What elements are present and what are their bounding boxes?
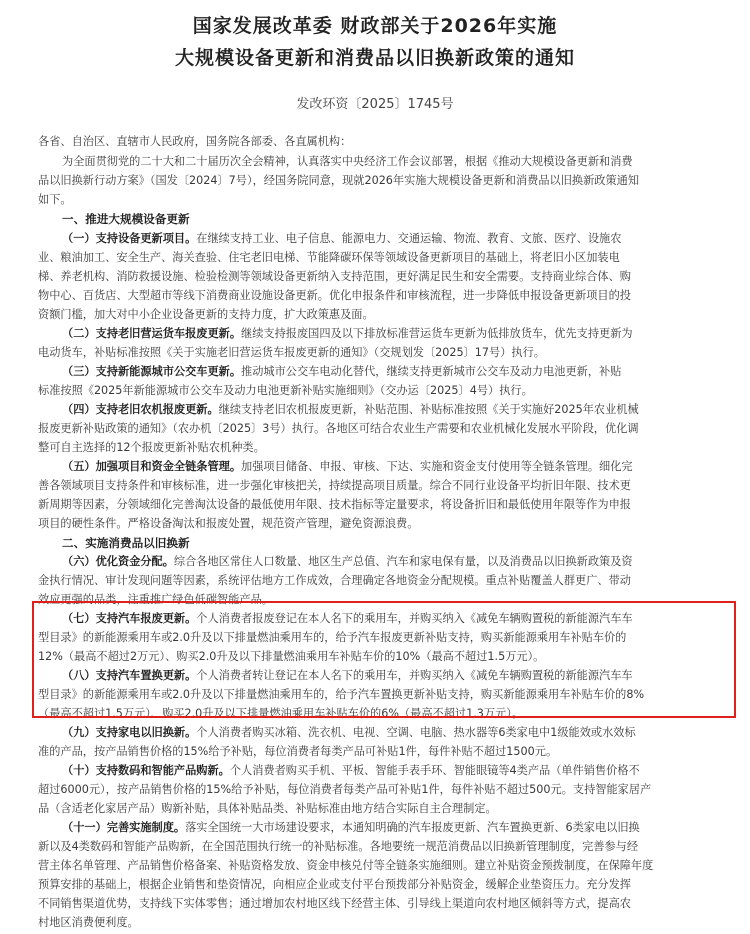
item-1-line: 物中心、百货店、大型超市等线下消费商业设施设备更新。优化申报条件和审核流程，进一步降低申报设备更新项目的投 xyxy=(38,289,631,302)
item-1-line: 资额门槛，加大对中小企业设备更新的支持力度，扩大政策惠及面。 xyxy=(38,308,374,321)
item-11-line: 营主体名单管理、产品销售价格备案、补贴资格发放、资金申核兑付等全链条实施细则。建立补贴资金预拨制度，在保障年度 xyxy=(38,859,654,872)
document-title-line-2: 大规模设备更新和消费品以旧换新政策的通知 xyxy=(174,47,575,69)
intro-line: 如下。 xyxy=(38,193,72,206)
item-5-line: 新周期等因素，分领域细化完善淘汰设备的最低使用年限、技术指标等定量要求，将设备折旧和最低使用年限等作为申报 xyxy=(38,498,631,511)
item-1-heading: （一）支持设备更新项目。 xyxy=(62,232,197,245)
item-5-heading: （五）加强项目和资金全链条管理。 xyxy=(62,460,242,473)
item-9-line: 准的产品，按产品销售价格的15%给予补贴，每位消费者每类产品可补贴1件，每件补贴不超过1500元。 xyxy=(38,745,558,758)
addressee: 各省、自治区、直辖市人民政府，国务院各部委、各直属机构： xyxy=(38,135,352,148)
item-8-line: 型目录》的新能源乘用车或2.0升及以下排量燃油乘用车的，给予汽车置换更新补贴支持，购买新能源乘用车补贴车价的8% xyxy=(38,688,645,701)
item-6-line: 金执行情况、审计发现问题等因素，系统评估地方工作成效，合理确定各地资金分配规模。重点补贴覆盖人群更广、带动 xyxy=(38,574,631,587)
item-8-line: （最高不超过1.5万元）、购买2.0升及以下排量燃油乘用车补贴车价的6%（最高不超过1.3万元）。 xyxy=(38,707,524,720)
item-5-line: （五）加强项目和资金全链条管理。加强项目储备、申报、审核、下达、实施和资金支付使用等全链条管理。细化完 xyxy=(62,460,633,473)
item-1-line: 业、粮油加工、安全生产、海关查验、住宅老旧电梯、节能降碳环保等领域设备更新项目的基础上，将老旧小区加装电 xyxy=(38,251,620,264)
item-1-line: （一）支持设备更新项目。在继续支持工业、电子信息、能源电力、交通运输、物流、教育、文旅、医疗、设施农 xyxy=(62,232,622,245)
item-4-heading: （四）支持老旧农机报废更新。 xyxy=(62,403,219,416)
item-3-line: （三）支持新能源城市公交车更新。推动城市公交车电动化替代，继续支持更新城市公交车及动力电池更新，补贴 xyxy=(62,365,622,378)
intro-line: 品以旧换新行动方案》（国发〔2024〕7号），经国务院同意，现就2026年实施大规模设备更新和消费品以旧换新政策通知 xyxy=(38,174,640,187)
item-4-line: 整可自主选择的12个报废更新补贴农机种类。 xyxy=(38,441,265,454)
section-heading-1: 一、推进大规模设备更新 xyxy=(62,212,190,226)
item-10-line: 超过6000元），按产品销售价格的15%给予补贴，每位消费者每类产品可补贴1件，每件补贴不超过500元。支持智能家居产 xyxy=(38,783,652,796)
item-7-line: 型目录》的新能源乘用车或2.0升及以下排量燃油乘用车的，给予汽车报废更新补贴支持，购买新能源乘用车补贴车价的 xyxy=(38,631,627,644)
item-11-heading: （十一）完善实施制度。 xyxy=(62,821,186,834)
item-6-heading: （六）优化资金分配。 xyxy=(62,555,174,568)
item-11-line: 预算安排的基础上，根据企业销售和垫资情况，向相应企业或支付平台预拨部分补贴资金，缓解企业垫资压力。充分发挥 xyxy=(38,878,631,891)
item-2-line: （二）支持老旧营运货车报废更新。继续支持报废国四及以下排放标准营运货车更新为低排放货车，优先支持更新为 xyxy=(62,327,633,340)
highlight-box xyxy=(32,601,736,718)
item-5-line: 善各领域项目支持条件和审核标准，进一步强化审核把关，持续提高项目质量。综合不同行业设备平均折旧年限、技术更 xyxy=(38,479,631,492)
item-10-line: 品（含适老化家居产品）购新补贴，具体补贴品类、补贴标准由地方结合实际自主合理制定。 xyxy=(38,802,497,815)
item-8-line: （八）支持汽车置换更新。个人消费者转让登记在本人名下的乘用车，并购买纳入《减免车辆购置税的新能源汽车车 xyxy=(62,669,633,682)
item-7-line: （七）支持汽车报废更新。个人消费者报废登记在本人名下的乘用车，并购买纳入《减免车辆购置税的新能源汽车车 xyxy=(62,612,633,625)
document-number: 发改环资〔2025〕1745号 xyxy=(296,97,454,112)
item-3-line: 标准按照《2025年新能源城市公交车及动力电池更新补贴实施细则》（交办运〔2025〕4号）执行。 xyxy=(38,384,533,397)
item-8-heading: （八）支持汽车置换更新。 xyxy=(62,669,197,682)
document-title-line-1: 国家发展改革委 财政部关于2026年实施 xyxy=(192,15,558,37)
item-11-line: 新以及4类数码和智能产品购新，在全国范围执行统一的补贴标准。各地要统一规范消费品以旧换新管理制度，完善参与经 xyxy=(38,840,639,853)
item-3-heading: （三）支持新能源城市公交车更新。 xyxy=(62,365,242,378)
item-5-line: 项目的硬性条件。严格设备淘汰和报废处置，规范资产管理，避免资源浪费。 xyxy=(38,517,419,530)
item-6-line: （六）优化资金分配。综合各地区常住人口数量、地区生产总值、汽车和家电保有量，以及消费品以旧换新政策及资 xyxy=(62,555,633,568)
item-9-line: （九）支持家电以旧换新。个人消费者购买冰箱、洗衣机、电视、空调、电脑、热水器等6类家电中1级能效或水效标 xyxy=(62,726,636,739)
intro-line: 为全面贯彻党的二十大和二十届历次全会精神，认真落实中央经济工作会议部署，根据《推动大规模设备更新和消费 xyxy=(62,155,633,168)
item-1-line: 梯、养老机构、消防救援设施、检验检测等领域设备更新纳入支持范围，更好满足民生和安全需要。支持商业综合体、购 xyxy=(38,270,631,283)
item-7-line: 12%（最高不超过2万元）、购买2.0升及以下排量燃油乘用车补贴车价的10%（最高不超过1.5万元）。 xyxy=(38,650,545,663)
item-10-heading: （十）支持数码和智能产品购新。 xyxy=(62,764,230,777)
item-7-heading: （七）支持汽车报废更新。 xyxy=(62,612,197,625)
item-2-heading: （二）支持老旧营运货车报废更新。 xyxy=(62,327,242,340)
item-11-line: 不同销售渠道优势，支持线下实体零售；通过增加农村地区线下经营主体、引导线上渠道向农村地区倾斜等方式，提高农 xyxy=(38,897,631,910)
item-11-line: 村地区消费便利度。 xyxy=(38,916,139,929)
section-heading-2: 二、实施消费品以旧换新 xyxy=(62,536,190,550)
item-9-heading: （九）支持家电以旧换新。 xyxy=(62,726,197,739)
item-6-line: 效应更强的品类，注重推广绿色低碳智能产品。 xyxy=(38,593,273,606)
item-2-line: 电动货车，补贴标准按照《关于实施老旧营运货车报废更新的通知》（交规划发〔2025〕17号）执行。 xyxy=(38,346,545,359)
item-4-line: 报废更新补贴政策的通知》（农办机〔2025〕3号）执行。各地区可结合农业生产需要和农业机械化发展水平阶段，优化调 xyxy=(38,422,639,435)
item-10-line: （十）支持数码和智能产品购新。个人消费者购买手机、平板、智能手表手环、智能眼镜等4类产品（单件销售价格不 xyxy=(62,764,640,777)
item-11-line: （十一）完善实施制度。落实全国统一大市场建设要求，本通知明确的汽车报废更新、汽车置换更新、6类家电以旧换 xyxy=(62,821,640,834)
item-4-line: （四）支持老旧农机报废更新。继续支持老旧农机报废更新，补贴范围、补贴标准按照《关于实施好2025年农业机械 xyxy=(62,403,639,416)
